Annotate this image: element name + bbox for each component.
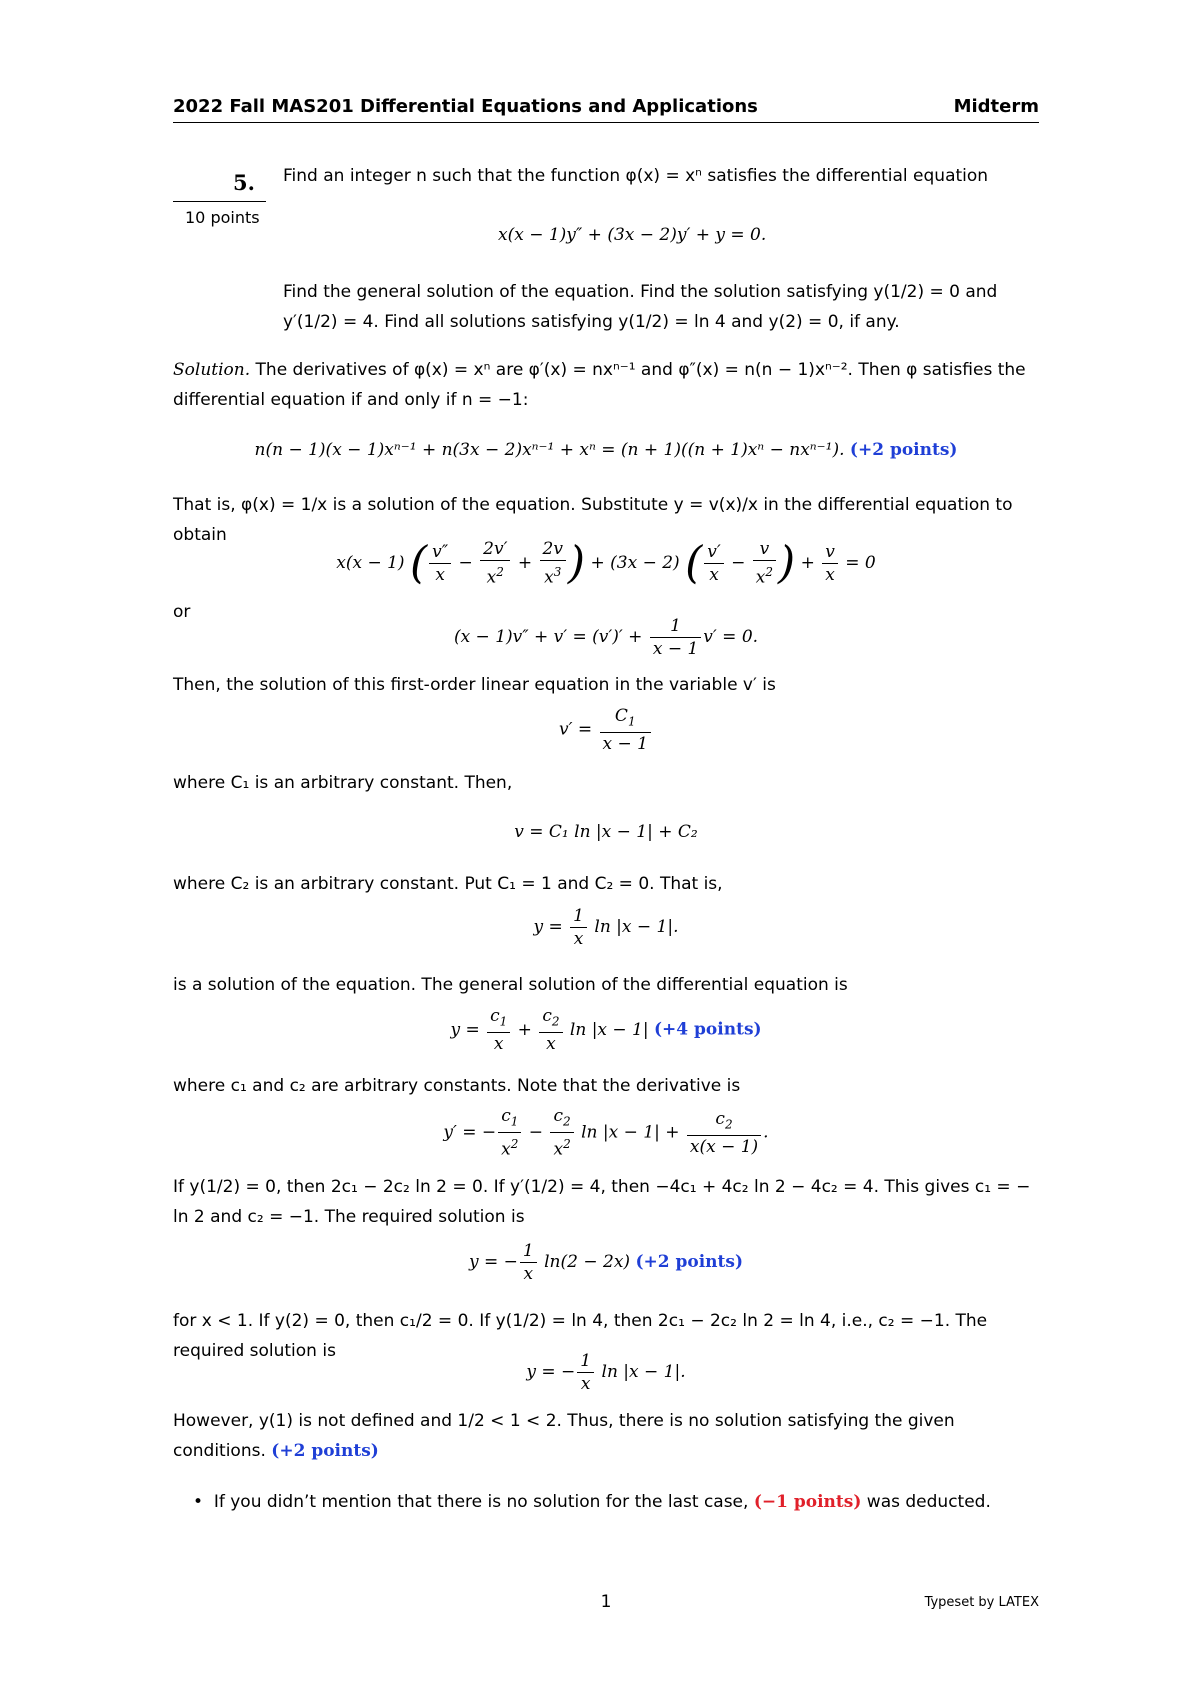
equation-9-line: y = − $\frac{1}{x}$ ln(2 − 2x) (+2 points) bbox=[468, 1241, 743, 1284]
solution-paragraph-11 bbox=[173, 1406, 1039, 1466]
page-header bbox=[173, 96, 1039, 123]
solution-paragraph-2: That is, φ(x) = 1/x is a solution of the equation. Substitute y = v(x)/x in the differential equation to obtain bbox=[173, 495, 1013, 545]
points-award-1: (+2 points) bbox=[849, 440, 958, 460]
deduction-end: was deducted. bbox=[866, 1492, 991, 1512]
equation-3: (x − 1)v″ + v′ = (v′)′ + $\frac{1}{x - 1}$ v′ = 0. bbox=[453, 616, 759, 659]
document-page bbox=[173, 0, 1039, 1696]
points-divider bbox=[173, 201, 266, 202]
course-title: 2022 Fall MAS201 Differential Equations and Applications bbox=[173, 96, 758, 117]
question-number: 5. bbox=[233, 170, 255, 195]
page-number: 1 bbox=[600, 1592, 612, 1612]
deduction-points: (−1 points) bbox=[753, 1492, 862, 1512]
solution-paragraph-5: where C₁ is an arbitrary constant. Then, bbox=[173, 773, 513, 793]
question-equation: x(x − 1)y″ + (3x − 2)y′ + y = 0. bbox=[498, 225, 767, 245]
points-award-3: (+2 points) bbox=[635, 1252, 743, 1272]
solution-paragraph-4: Then, the solution of this first-order linear equation in the variable v′ is bbox=[173, 675, 776, 695]
solution-paragraph-1: The derivatives of φ(x) = xⁿ are φ′(x) = nxⁿ⁻¹ and φ″(x) = n(n − 1)xⁿ⁻². Then φ satisfies the differential equation if and only if n = −1: bbox=[173, 360, 1026, 410]
equation-1: n(n − 1)(x − 1)xⁿ⁻¹ + n(3x − 2)xⁿ⁻¹ + xⁿ = (n + 1)((n + 1)xⁿ − nxⁿ⁻¹). bbox=[254, 440, 845, 460]
equation-1-line bbox=[173, 440, 1039, 460]
solution-paragraph-11-text: However, y(1) is not defined and 1/2 < 1 < 2. Thus, there is no solution satisfying the given conditions. bbox=[173, 1411, 955, 1461]
solution-paragraph-10: for x < 1. If y(2) = 0, then c₁/2 = 0. If y(1/2) = ln 4, then 2c₁ − 2c₂ ln 2 = ln 4, i.e., c₂ = −1. The required solution is bbox=[173, 1311, 988, 1361]
equation-5: v = C₁ ln |x − 1| + C₂ bbox=[514, 822, 698, 842]
points-award-2: (+4 points) bbox=[654, 1019, 762, 1040]
typeset-note: Typeset by LATEX bbox=[924, 1595, 1039, 1610]
solution-paragraph-3: or bbox=[173, 602, 191, 622]
deduction-note bbox=[193, 1487, 1039, 1517]
solution-paragraph-8: where c₁ and c₂ are arbitrary constants. Note that the derivative is bbox=[173, 1076, 741, 1096]
deduction-text: If you didn’t mention that there is no solution for the last case, bbox=[213, 1492, 749, 1512]
bullet-icon: • bbox=[193, 1492, 209, 1512]
equation-10: y = − $\frac{1}{x}$ ln |x − 1|. bbox=[526, 1351, 686, 1394]
equation-2: x(x − 1) ( $\frac{v''}{x}$ − $\frac{2v'}{x^2}$ + $\frac{2v}{x^3}$ ) + (3x − 2) ( $\frac{v'}{x}$ − $\frac{v}{x^2}$ ) + $\frac{v}{x}$ = 0 bbox=[336, 537, 876, 589]
equation-7-line: y = $\frac{c_1}{x}$ + $\frac{c_2}{x}$ ln |x − 1| (+4 points) bbox=[450, 1006, 762, 1055]
solution-paragraph-7: is a solution of the equation. The general solution of the differential equation is bbox=[173, 975, 848, 995]
exam-label: Midterm bbox=[953, 96, 1039, 117]
points-award-4: (+2 points) bbox=[271, 1441, 379, 1461]
question-prompt-1: Find an integer n such that the function φ(x) = xⁿ satisfies the differential equation bbox=[283, 166, 989, 186]
equation-8: y′ = − $\frac{c_1}{x^2}$ − $\frac{c_2}{x^2}$ ln |x − 1| + $\frac{c_2}{x(x - 1)}$ . bbox=[443, 1106, 769, 1161]
solution-label: Solution. bbox=[173, 360, 251, 380]
solution-paragraph-9: If y(1/2) = 0, then 2c₁ − 2c₂ ln 2 = 0. If y′(1/2) = 4, then −4c₁ + 4c₂ ln 2 − 4c₂ = 4. This gives c₁ = − ln 2 and c₂ = −1. The required solution is bbox=[173, 1177, 1031, 1227]
question-prompt-2: Find the general solution of the equation. Find the solution satisfying y(1/2) = 0 and y′(1/2) = 4. Find all solutions satisfying y(1/2) = ln 4 and y(2) = 0, if any. bbox=[283, 282, 998, 332]
question-points: 10 points bbox=[185, 208, 260, 227]
solution-paragraph-6: where C₂ is an arbitrary constant. Put C₁ = 1 and C₂ = 0. That is, bbox=[173, 874, 723, 894]
solution-intro bbox=[173, 355, 1039, 415]
equation-6: y = $\frac{1}{x}$ ln |x − 1|. bbox=[533, 906, 679, 949]
equation-4: v′ = $\frac{C_1}{x - 1}$ bbox=[173, 705, 1039, 755]
